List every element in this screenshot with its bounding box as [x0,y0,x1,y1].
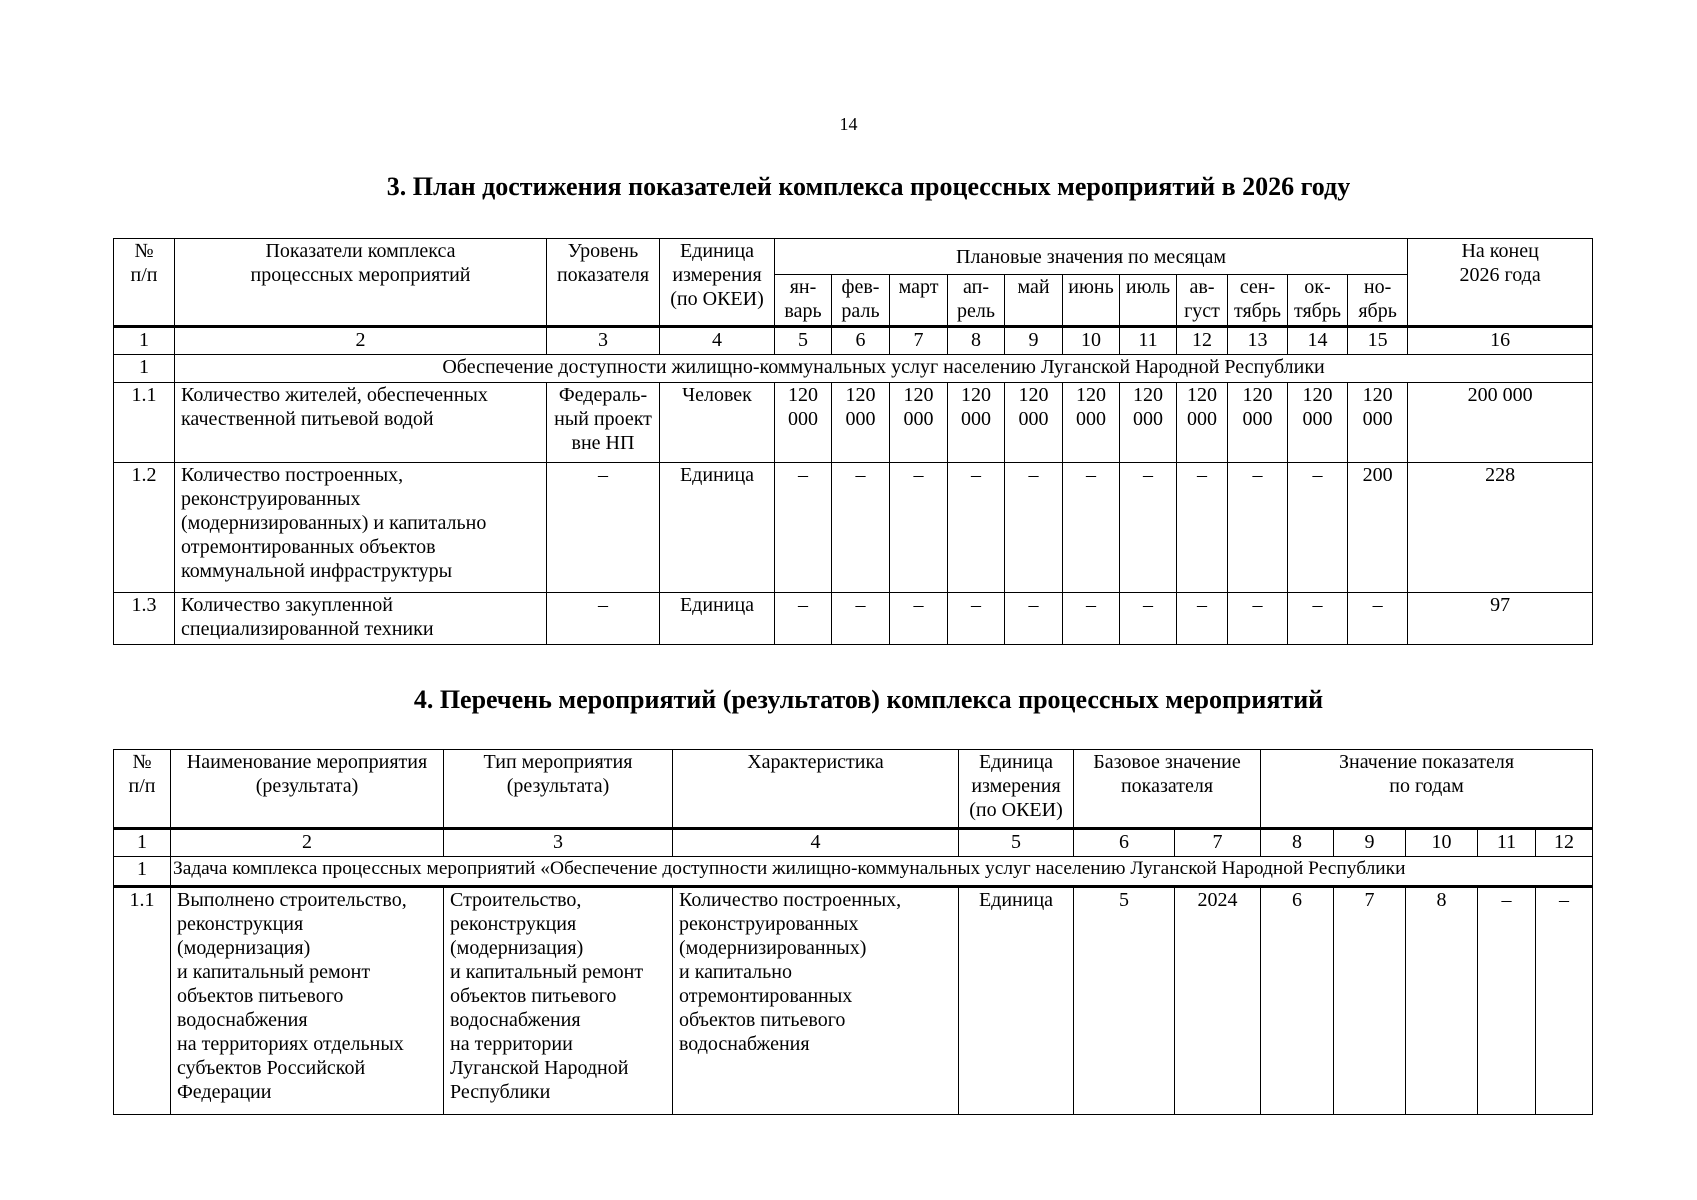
row-month-value: – [832,463,890,593]
header-num: № п/п [114,239,175,327]
row-base-value: 5 [1074,887,1175,1115]
row-month-value: – [1120,593,1177,645]
column-number: 7 [1175,829,1261,857]
row-month-value: 120 000 [1288,383,1348,463]
row-month-value: 200 [1348,463,1408,593]
row-month-value: – [1005,463,1063,593]
row-month-value: – [890,463,948,593]
group-num: 1 [114,857,171,887]
column-number: 5 [959,829,1074,857]
row-month-value: – [832,593,890,645]
row-indicator: Количество построенных, реконструированных (модернизированных) и капитально отремонтированных объектов коммунальной инфраструктуры [175,463,547,593]
row-unit: Единица [660,463,775,593]
row-end-value: 228 [1408,463,1593,593]
row-month-value: – [1063,463,1120,593]
row-month-value: 120 000 [948,383,1005,463]
row-year-value: 8 [1406,887,1478,1115]
row-unit: Единица [959,887,1074,1115]
row-unit: Человек [660,383,775,463]
row-year-value: 7 [1334,887,1406,1115]
header-month: ав- густ [1177,275,1228,327]
group-title: Задача комплекса процессных мероприятий «Обеспечение доступности жилищно-коммунальных услуг населению Луганской Народной Республики [171,857,1593,887]
header-month: фев- раль [832,275,890,327]
row-num: 1.2 [114,463,175,593]
row-month-value: 120 000 [1063,383,1120,463]
row-num: 1.1 [114,383,175,463]
column-numbers-row [114,327,1593,355]
column-number: 1 [114,327,175,355]
header-name: Наименование мероприятия (результата) [171,750,444,829]
row-year-value: – [1536,887,1593,1115]
row-month-value: – [1005,593,1063,645]
header-unit: Единица измерения (по ОКЕИ) [660,239,775,327]
column-numbers-row [114,829,1593,857]
header-month: май [1005,275,1063,327]
header-month: но- ябрь [1348,275,1408,327]
group-row [114,355,1593,383]
table-row [114,463,1593,593]
header-month: сен- тябрь [1228,275,1288,327]
header-indicator: Показатели комплекса процессных мероприятий [175,239,547,327]
column-number: 4 [660,327,775,355]
row-characteristic: Количество построенных, реконструированных (модернизированных) и капитально отремонтированных объектов питьевого водоснабжения [673,887,959,1115]
row-month-value: 120 000 [1005,383,1063,463]
header-end-of-year: На конец 2026 года [1408,239,1593,327]
column-number: 13 [1228,327,1288,355]
column-number: 2 [175,327,547,355]
column-number: 10 [1406,829,1478,857]
header-level: Уровень показателя [547,239,660,327]
section-3-title: 3. План достижения показателей комплекса процессных мероприятий в 2026 году [386,172,1351,201]
column-number: 9 [1334,829,1406,857]
row-month-value: – [1177,463,1228,593]
section-4-title: 4. Перечень мероприятий (результатов) комплекса процессных мероприятий [413,685,1324,714]
header-unit: Единица измерения (по ОКЕИ) [959,750,1074,829]
table-row [114,593,1593,645]
header-month: ок- тябрь [1288,275,1348,327]
table-row [114,383,1593,463]
header-month: июль [1120,275,1177,327]
row-level: – [547,593,660,645]
row-level: Федераль- ный проект вне НП [547,383,660,463]
row-month-value: – [1228,593,1288,645]
column-number: 16 [1408,327,1593,355]
column-number: 1 [114,829,171,857]
header-base-value: Базовое значение показателя [1074,750,1261,829]
row-month-value: – [775,463,832,593]
row-month-value: – [1177,593,1228,645]
row-month-value: – [890,593,948,645]
row-num: 1.3 [114,593,175,645]
column-number: 3 [547,327,660,355]
row-name: Выполнено строительство, реконструкция (модернизация) и капитальный ремонт объектов питьевого водоснабжения на территориях отдельных субъектов Российской Федерации [171,887,444,1115]
table-row [114,887,1593,1115]
row-month-value: – [1288,593,1348,645]
row-month-value: 120 000 [890,383,948,463]
row-year-value: 6 [1261,887,1334,1115]
header-characteristic: Характеристика [673,750,959,829]
row-month-value: – [775,593,832,645]
row-indicator: Количество жителей, обеспеченных качественной питьевой водой [175,383,547,463]
row-level: – [547,463,660,593]
row-month-value: 120 000 [1120,383,1177,463]
header-values-by-years: Значение показателя по годам [1261,750,1593,829]
column-number: 8 [1261,829,1334,857]
header-monthly: Плановые значения по месяцам [775,239,1408,275]
column-number: 11 [1478,829,1536,857]
column-number: 14 [1288,327,1348,355]
row-base-year: 2024 [1175,887,1261,1115]
header-type: Тип мероприятия (результата) [444,750,673,829]
column-number: 6 [832,327,890,355]
row-month-value: – [1288,463,1348,593]
row-month-value: 120 000 [832,383,890,463]
column-number: 3 [444,829,673,857]
header-month: март [890,275,948,327]
column-number: 9 [1005,327,1063,355]
row-indicator: Количество закупленной специализированной техники [175,593,547,645]
row-month-value: 120 000 [1348,383,1408,463]
group-title: Обеспечение доступности жилищно-коммунальных услуг населению Луганской Народной Республики [175,355,1593,383]
header-num: № п/п [114,750,171,829]
header-month: ян- варь [775,275,832,327]
row-month-value: – [1120,463,1177,593]
row-end-value: 97 [1408,593,1593,645]
column-number: 12 [1177,327,1228,355]
indicators-plan-table [113,238,1593,645]
page-number: 14 [839,114,858,134]
row-end-value: 200 000 [1408,383,1593,463]
row-type: Строительство, реконструкция (модернизация) и капитальный ремонт объектов питьевого водоснабжения на территории Луганской Народной Республики [444,887,673,1115]
row-month-value: 120 000 [1228,383,1288,463]
row-month-value: – [948,593,1005,645]
row-month-value: 120 000 [775,383,832,463]
column-number: 12 [1536,829,1593,857]
row-month-value: – [948,463,1005,593]
column-number: 2 [171,829,444,857]
row-month-value: – [1348,593,1408,645]
row-month-value: – [1228,463,1288,593]
column-number: 4 [673,829,959,857]
row-month-value: 120 000 [1177,383,1228,463]
column-number: 15 [1348,327,1408,355]
column-number: 5 [775,327,832,355]
activities-table [113,749,1593,1115]
row-year-value: – [1478,887,1536,1115]
group-row [114,857,1593,887]
column-number: 6 [1074,829,1175,857]
column-number: 7 [890,327,948,355]
column-number: 11 [1120,327,1177,355]
row-month-value: – [1063,593,1120,645]
row-num: 1.1 [114,887,171,1115]
header-month: июнь [1063,275,1120,327]
header-month: ап- рель [948,275,1005,327]
row-unit: Единица [660,593,775,645]
column-number: 10 [1063,327,1120,355]
column-number: 8 [948,327,1005,355]
group-num: 1 [114,355,175,383]
